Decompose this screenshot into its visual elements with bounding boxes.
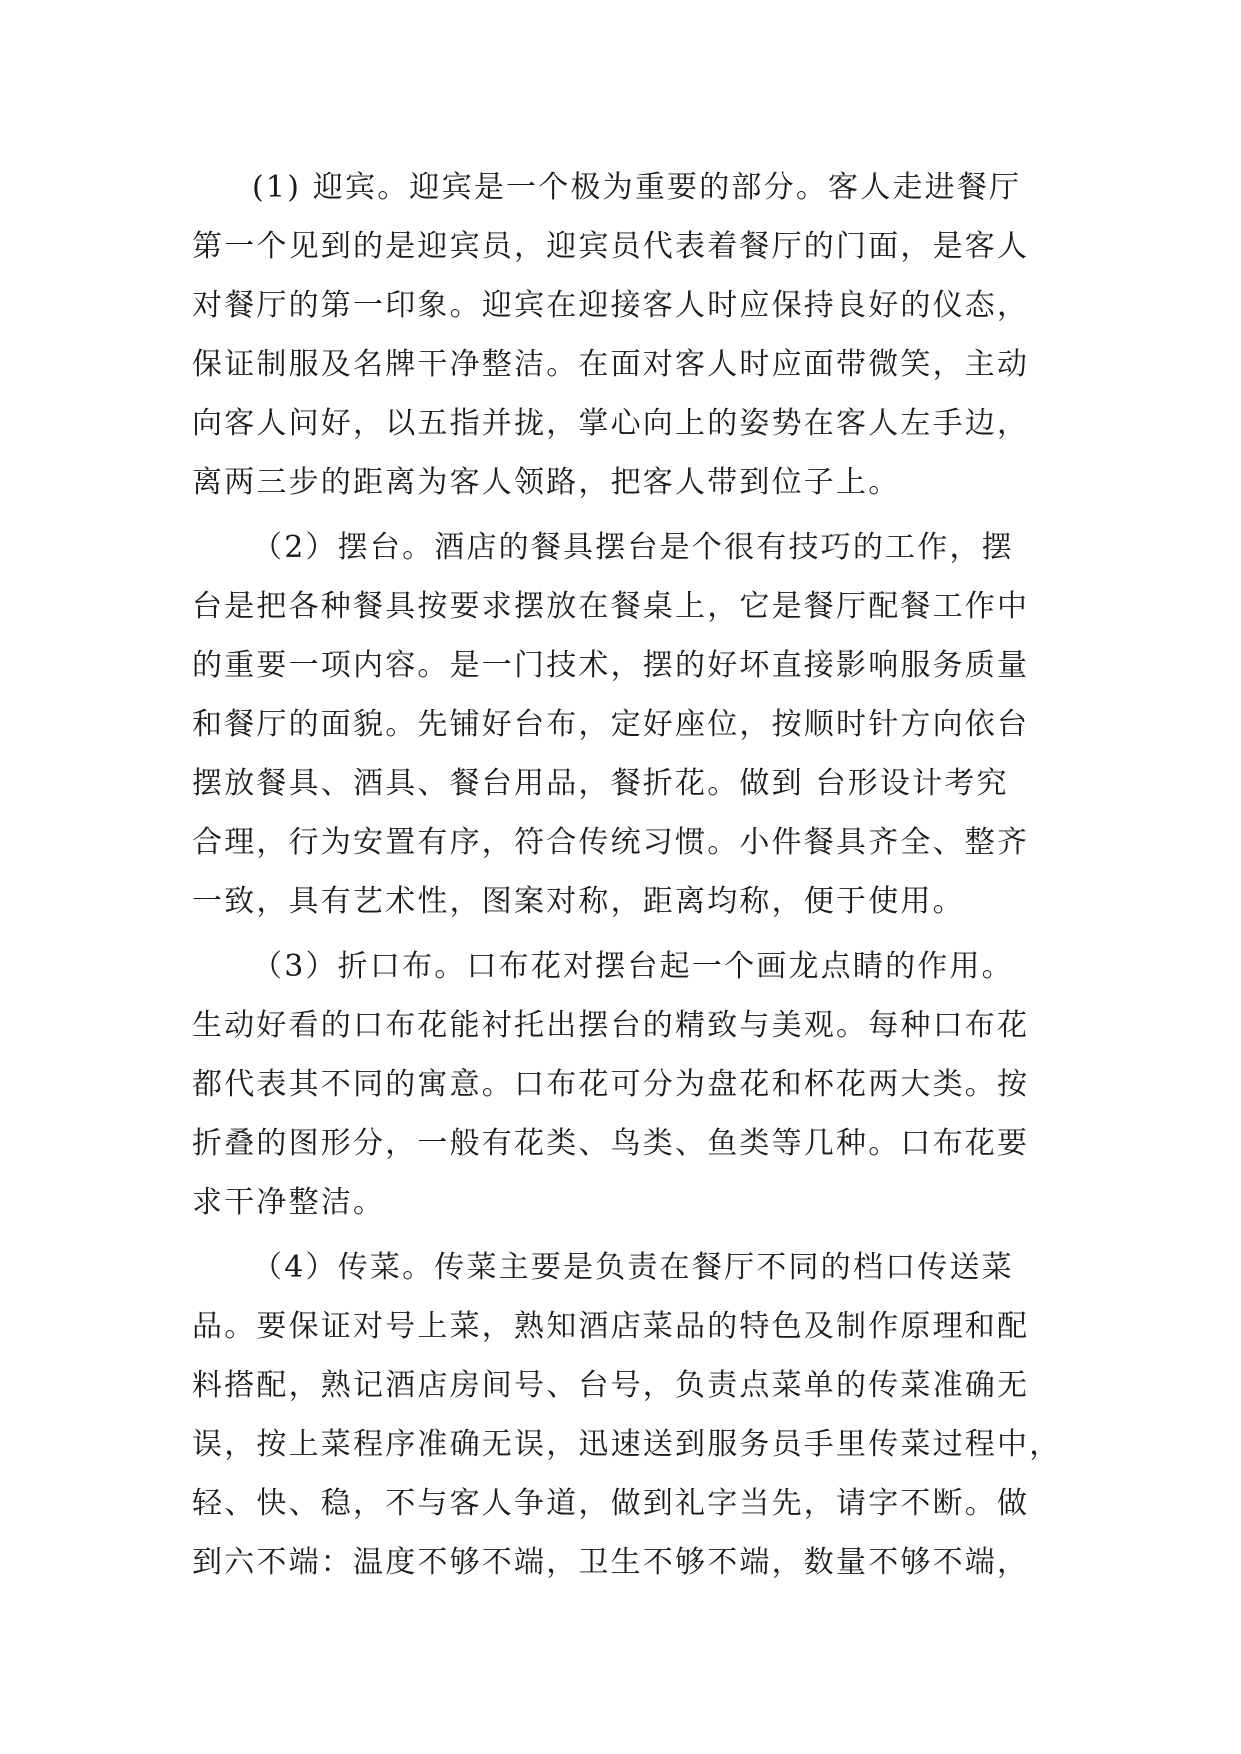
- text-line: 合理，行为安置有序，符合传统习惯。小件餐具齐全、整齐: [192, 825, 1030, 860]
- text-line: 摆放餐具、酒具、餐台用品，餐折花。做到 台形设计考究: [192, 766, 1009, 801]
- text-line: 台是把各种餐具按要求摆放在餐桌上，它是餐厅配餐工作中: [192, 589, 1030, 624]
- text-line: (1) 迎宾。迎宾是一个极为重要的部分。客人走进餐厅: [252, 170, 1022, 205]
- paragraph-1: [192, 158, 1052, 512]
- text-line: 一致，具有艺术性，图案对称，距离均称，便于使用。: [192, 884, 965, 919]
- text-line: 对餐厅的第一印象。迎宾在迎接客人时应保持良好的仪态，: [192, 288, 1030, 323]
- text-line: 保证制服及名牌干净整洁。在面对客人时应面带微笑，主动: [192, 347, 1030, 382]
- text-line: 离两三步的距离为客人领路，把客人带到位子上。: [192, 465, 901, 500]
- text-line: 第一个见到的是迎宾员，迎宾员代表着餐厅的门面，是客人: [192, 229, 1030, 264]
- text-line: 折叠的图形分，一般有花类、鸟类、鱼类等几种。口布花要: [192, 1126, 1030, 1161]
- text-line: （3）折口布。口布花对摆台起一个画龙点睛的作用。: [252, 949, 1014, 984]
- text-line: 的重要一项内容。是一门技术，摆的好坏直接影响服务质量: [192, 648, 1030, 683]
- text-line: （2）摆台。酒店的餐具摆台是个很有技巧的工作，摆: [252, 530, 1014, 565]
- text-line: （4）传菜。传菜主要是负责在餐厅不同的档口传送菜: [252, 1250, 1014, 1285]
- text-line: 和餐厅的面貌。先铺好台布，定好座位，按顺时针方向依台: [192, 707, 1030, 742]
- text-line: 求干净整洁。: [192, 1185, 386, 1220]
- text-line: 误，按上菜程序准确无误，迅速送到服务员手里传菜过程中，: [192, 1427, 1062, 1462]
- text-line: 向客人问好，以五指并拢，掌心向上的姿势在客人左手边，: [192, 406, 1030, 441]
- document-body: [192, 158, 1062, 1592]
- paragraph-3: [192, 937, 1052, 1232]
- paragraph-4: [192, 1238, 1062, 1592]
- text-line: 生动好看的口布花能衬托出摆台的精致与美观。每种口布花: [192, 1008, 1030, 1043]
- text-line: 料搭配，熟记酒店房间号、台号，负责点菜单的传菜准确无: [192, 1368, 1030, 1403]
- paragraph-2: [192, 518, 1052, 931]
- text-line: 都代表其不同的寓意。口布花可分为盘花和杯花两大类。按: [192, 1067, 1030, 1102]
- text-line: 品。要保证对号上菜，熟知酒店菜品的特色及制作原理和配: [192, 1309, 1030, 1344]
- text-line: 轻、快、稳，不与客人争道，做到礼字当先，请字不断。做: [192, 1486, 1030, 1521]
- text-line: 到六不端：温度不够不端，卫生不够不端，数量不够不端，: [192, 1545, 1030, 1580]
